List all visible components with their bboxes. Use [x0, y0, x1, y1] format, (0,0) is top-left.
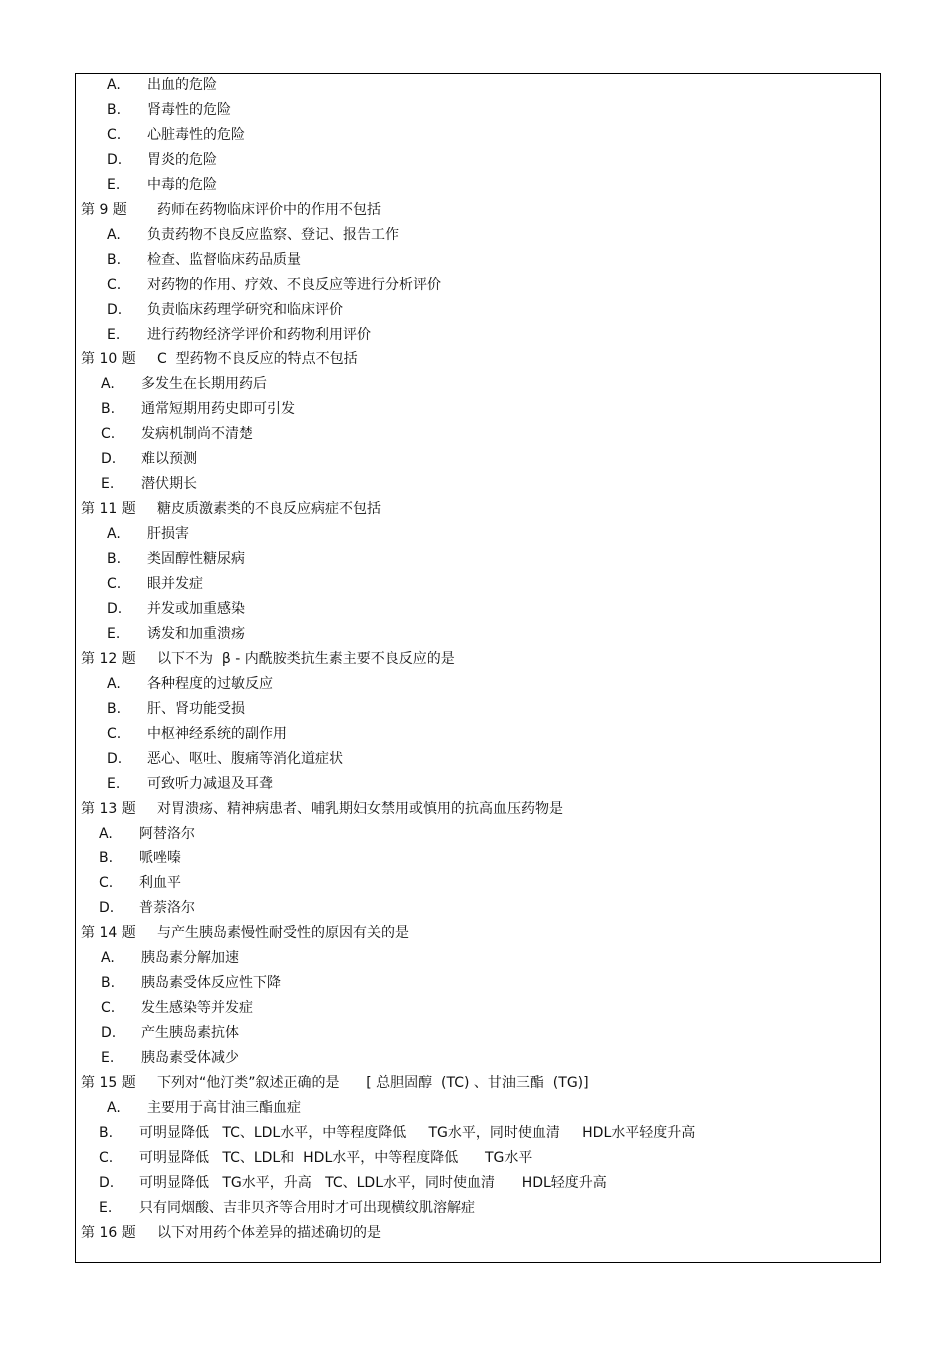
question-line — [81, 1072, 589, 1094]
question-text: 药师在药物临床评价中的作用不包括 — [157, 201, 381, 218]
option-text: 负责药物不良反应监察、登记、报告工作 — [147, 226, 399, 243]
question-number: 第 13 题 — [81, 800, 136, 817]
option-text: 恶心、呕吐、腹痛等消化道症状 — [147, 750, 343, 767]
option-letter: A. — [99, 825, 113, 842]
option-letter: C. — [99, 1149, 114, 1166]
question-number: 第 10 题 — [81, 351, 136, 368]
option-text: 心脏毒性的危险 — [147, 126, 245, 143]
option-text: 并发或加重感染 — [147, 600, 245, 617]
option-letter: D. — [107, 151, 123, 168]
option-letter: E. — [107, 775, 121, 792]
option-letter: D. — [107, 750, 123, 767]
option-line — [101, 1047, 239, 1069]
option-text: 中毒的危险 — [147, 176, 217, 193]
option-letter: D. — [99, 1174, 115, 1191]
question-line — [81, 199, 381, 221]
question-text: 与产生胰岛素慢性耐受性的原因有关的是 — [157, 925, 409, 942]
option-text: 发病机制尚不清楚 — [141, 426, 253, 443]
option-letter: C. — [107, 725, 122, 742]
question-text: 下列对“他汀类”叙述正确的是 [ 总胆固醇 (TC) 、甘油三酯 (TG)] — [157, 1075, 589, 1091]
question-text: C 型药物不良反应的特点不包括 — [157, 351, 358, 368]
option-line — [101, 473, 197, 495]
option-text: 肝损害 — [147, 526, 189, 543]
option-text: 产生胰岛素抗体 — [141, 1025, 239, 1042]
option-text: 通常短期用药史即可引发 — [141, 401, 295, 418]
option-text: 负责临床药理学研究和临床评价 — [147, 301, 343, 318]
option-line — [101, 398, 295, 420]
question-line — [81, 648, 455, 670]
option-letter: C. — [107, 276, 122, 293]
option-text: 哌唑嗪 — [139, 850, 181, 867]
option-line — [107, 324, 371, 346]
option-text: 肾毒性的危险 — [147, 102, 231, 118]
question-line — [81, 922, 409, 944]
option-line — [99, 897, 195, 919]
option-line — [101, 1022, 239, 1044]
option-text: 利血平 — [139, 875, 181, 892]
option-text: 眼并发症 — [147, 576, 203, 592]
option-letter: B. — [99, 850, 114, 867]
option-line — [107, 74, 217, 96]
option-line — [107, 723, 287, 745]
option-text: 可明显降低 TG水平，升高 TC、LDL水平，同时使血清 HDL轻度升高 — [139, 1174, 607, 1191]
option-letter: E. — [101, 476, 115, 493]
option-text: 诱发和加重溃疡 — [147, 625, 245, 642]
option-text: 阿替洛尔 — [139, 825, 195, 842]
option-letter: A. — [107, 675, 121, 692]
option-line — [107, 1097, 301, 1119]
option-letter: E. — [107, 176, 121, 193]
option-text: 主要用于高甘油三酯血症 — [147, 1099, 301, 1116]
question-number: 第 11 题 — [81, 501, 136, 518]
option-letter: D. — [107, 600, 123, 617]
option-text: 可明显降低 TC、LDL和 HDL水平，中等程度降低 TG水平 — [139, 1149, 533, 1166]
option-letter: B. — [99, 1124, 114, 1141]
option-text: 发生感染等并发症 — [141, 1000, 253, 1017]
question-text: 以下对用药个体差异的描述确切的是 — [157, 1224, 381, 1241]
option-line — [107, 274, 441, 296]
option-line — [101, 448, 197, 470]
option-letter: A. — [107, 77, 121, 93]
option-letter: E. — [101, 1050, 115, 1066]
option-line — [107, 698, 245, 720]
option-letter: D. — [101, 1025, 117, 1042]
option-line — [101, 947, 239, 969]
option-letter: C. — [101, 1000, 116, 1017]
option-letter: B. — [101, 401, 116, 418]
option-text: 胰岛素受体减少 — [141, 1050, 239, 1066]
option-text: 可致听力减退及耳聋 — [147, 775, 273, 792]
option-line — [107, 149, 217, 171]
option-line — [107, 773, 273, 795]
question-text: 糖皮质激素类的不良反应病症不包括 — [157, 501, 381, 518]
option-line — [107, 523, 189, 545]
option-text: 难以预测 — [141, 451, 197, 468]
option-letter: C. — [99, 875, 114, 892]
option-line — [107, 598, 245, 620]
option-letter: A. — [101, 950, 115, 967]
option-letter: C. — [101, 426, 116, 443]
question-number: 第 14 题 — [81, 925, 136, 942]
option-letter: A. — [107, 526, 121, 543]
option-line — [101, 997, 253, 1019]
option-letter: D. — [107, 301, 123, 318]
question-line — [81, 798, 563, 820]
option-line — [107, 124, 245, 146]
option-line — [107, 174, 217, 196]
option-text: 中枢神经系统的副作用 — [147, 725, 287, 742]
question-line — [81, 498, 381, 520]
option-letter: A. — [101, 376, 115, 393]
option-letter: E. — [107, 326, 121, 343]
option-text: 胃炎的危险 — [147, 151, 217, 168]
option-text: 类固醇性糖尿病 — [147, 551, 245, 567]
option-line — [99, 847, 181, 869]
option-text: 检查、监督临床药品质量 — [147, 251, 301, 268]
option-text: 胰岛素受体反应性下降 — [141, 975, 281, 992]
option-text: 可明显降低 TC、LDL水平，中等程度降低 TG水平，同时使血清 HDL水平轻度升高 — [139, 1124, 696, 1141]
option-line — [107, 249, 301, 271]
option-line — [107, 99, 231, 121]
option-line — [107, 623, 245, 645]
question-number: 第 12 题 — [81, 650, 136, 667]
option-letter: C. — [107, 126, 122, 143]
option-letter: D. — [99, 900, 115, 917]
option-line — [99, 1172, 607, 1194]
option-letter: D. — [101, 451, 117, 468]
option-text: 多发生在长期用药后 — [141, 376, 267, 393]
option-line — [107, 573, 203, 595]
question-number: 第 9 题 — [81, 201, 127, 218]
option-line — [99, 1122, 695, 1144]
option-text: 胰岛素分解加速 — [141, 950, 239, 967]
option-line — [107, 673, 273, 695]
option-line — [107, 299, 343, 321]
question-line — [81, 348, 358, 370]
question-text: 对胃溃疡、精神病患者、哺乳期妇女禁用或慎用的抗高血压药物是 — [157, 800, 563, 817]
option-line — [107, 224, 399, 246]
option-text: 只有同烟酸、吉非贝齐等合用时才可出现横纹肌溶解症 — [139, 1199, 475, 1216]
option-text: 进行药物经济学评价和药物利用评价 — [147, 326, 371, 343]
option-text: 肝、肾功能受损 — [147, 700, 245, 717]
option-text: 对药物的作用、疗效、不良反应等进行分析评价 — [147, 276, 441, 293]
question-number: 第 15 题 — [81, 1075, 136, 1091]
option-letter: A. — [107, 226, 121, 243]
question-number: 第 16 题 — [81, 1224, 136, 1241]
option-line — [99, 823, 195, 845]
option-letter: C. — [107, 576, 122, 592]
option-letter: E. — [99, 1199, 113, 1216]
option-line — [99, 1197, 475, 1219]
option-text: 潜伏期长 — [141, 476, 197, 493]
option-line — [99, 872, 181, 894]
option-letter: B. — [107, 700, 122, 717]
option-letter: E. — [107, 625, 121, 642]
option-line — [107, 548, 245, 570]
option-line — [107, 748, 343, 770]
question-text: 以下不为 β - 内酰胺类抗生素主要不良反应的是 — [157, 650, 455, 667]
option-letter: A. — [107, 1099, 121, 1116]
option-line — [101, 972, 281, 994]
option-letter: B. — [107, 551, 122, 567]
option-line — [101, 373, 267, 395]
option-letter: B. — [107, 251, 122, 268]
question-line — [81, 1222, 381, 1244]
option-text: 各种程度的过敏反应 — [147, 675, 273, 692]
option-text: 普萘洛尔 — [139, 900, 195, 917]
option-line — [101, 423, 253, 445]
option-text: 出血的危险 — [147, 77, 217, 93]
option-letter: B. — [101, 975, 116, 992]
option-letter: B. — [107, 102, 122, 118]
option-line — [99, 1147, 532, 1169]
